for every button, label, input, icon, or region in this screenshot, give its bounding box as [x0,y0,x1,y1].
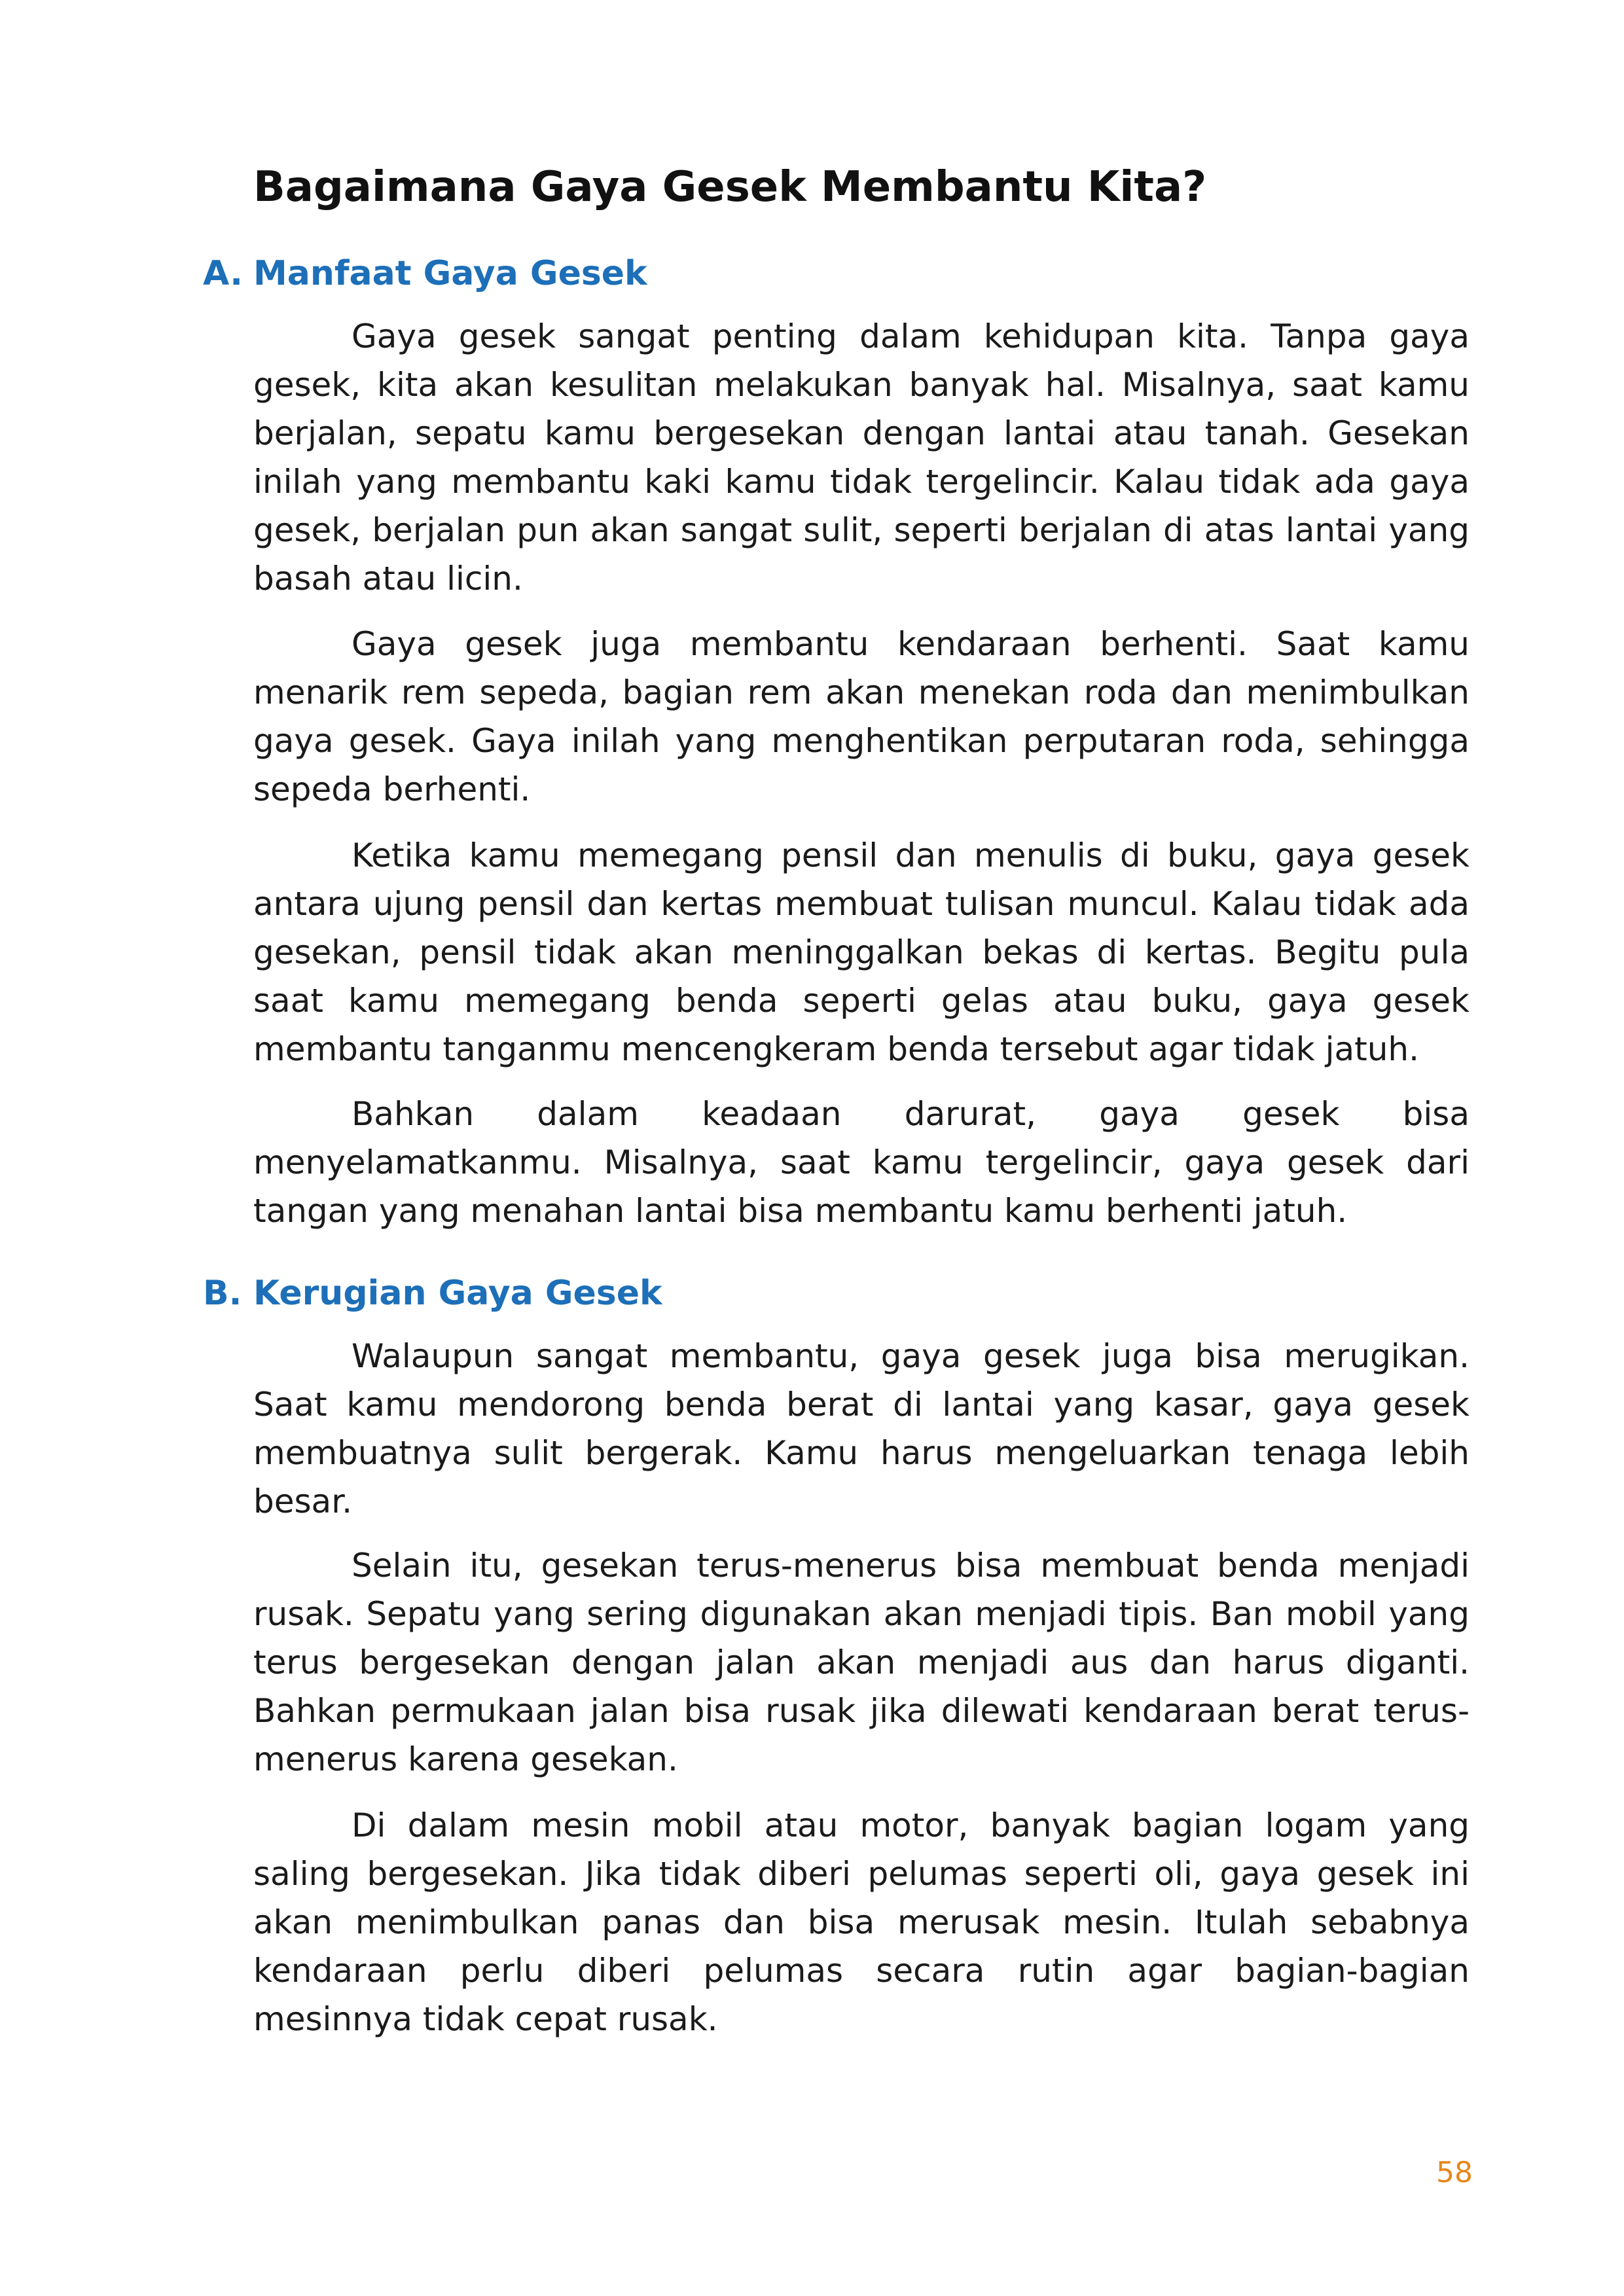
section-b-title: Kerugian Gaya Gesek [253,1274,662,1313]
section-b-letter: B. [203,1274,242,1313]
section-a-paragraph-1: Gaya gesek sangat penting dalam kehidupan kita. Tanpa gaya gesek, kita akan kesulitan melakukan banyak hal. Misalnya, saat kamu berjalan, sepatu kamu bergesekan dengan lantai atau tanah. Gesekan inilah yang membantu kaki kamu tidak tergelincir. Kalau tidak ada gaya gesek, berjalan pun akan sangat sulit, seperti berjalan di atas lantai yang basah atau licin. [253,317,1470,598]
section-a-letter: A. [203,254,243,293]
section-b-paragraph-3: Di dalam mesin mobil atau motor, banyak bagian logam yang saling bergesekan. Jika tidak diberi pelumas seperti oli, gaya gesek ini akan menimbulkan panas dan bisa merusak mesin. Itulah sebabnya kendaraan perlu diberi pelumas secara rutin agar bagian-bagian mesinnya tidak cepat rusak. [253,1806,1470,2038]
section-b-heading [203,1267,1486,1319]
section-b-paragraph-1: Walaupun sangat membantu, gaya gesek juga bisa merugikan. Saat kamu mendorong benda berat di lantai yang kasar, gaya gesek membuatnya sulit bergerak. Kamu harus mengeluarkan tenaga lebih besar. [253,1337,1470,1520]
section-a-paragraph-4: Bahkan dalam keadaan darurat, gaya gesek bisa menyelamatkanmu. Misalnya, saat kamu tergelincir, gaya gesek dari tangan yang menahan lantai bisa membantu kamu berhenti jatuh. [253,1095,1470,1230]
section-a-paragraph-2: Gaya gesek juga membantu kendaraan berhenti. Saat kamu menarik rem sepeda, bagian rem akan menekan roda dan menimbulkan gaya gesek. Gaya inilah yang menghentikan perputaran roda, sehingga sepeda berhenti. [253,625,1470,808]
section-a-title: Manfaat Gaya Gesek [253,254,647,293]
page-number: 58 [1436,2156,1473,2189]
section-b-paragraph-2: Selain itu, gesekan terus-menerus bisa membuat benda menjadi rusak. Sepatu yang sering digunakan akan menjadi tipis. Ban mobil yang terus bergesekan dengan jalan akan menjadi aus dan harus diganti. Bahkan permukaan jalan bisa rusak jika dilewati kendaraan berat terus-menerus karena gesekan. [253,1547,1470,1778]
section-a-paragraph-3: Ketika kamu memegang pensil dan menulis di buku, gaya gesek antara ujung pensil dan kertas membuat tulisan muncul. Kalau tidak ada gesekan, pensil tidak akan meninggalkan bekas di kertas. Begitu pula saat kamu memegang benda seperti gelas atau buku, gaya gesek membantu tanganmu mencengkeram benda tersebut agar tidak jatuh. [253,836,1470,1068]
section-a-heading [203,247,1486,300]
page-title: Bagaimana Gaya Gesek Membantu Kita? [253,163,1207,211]
